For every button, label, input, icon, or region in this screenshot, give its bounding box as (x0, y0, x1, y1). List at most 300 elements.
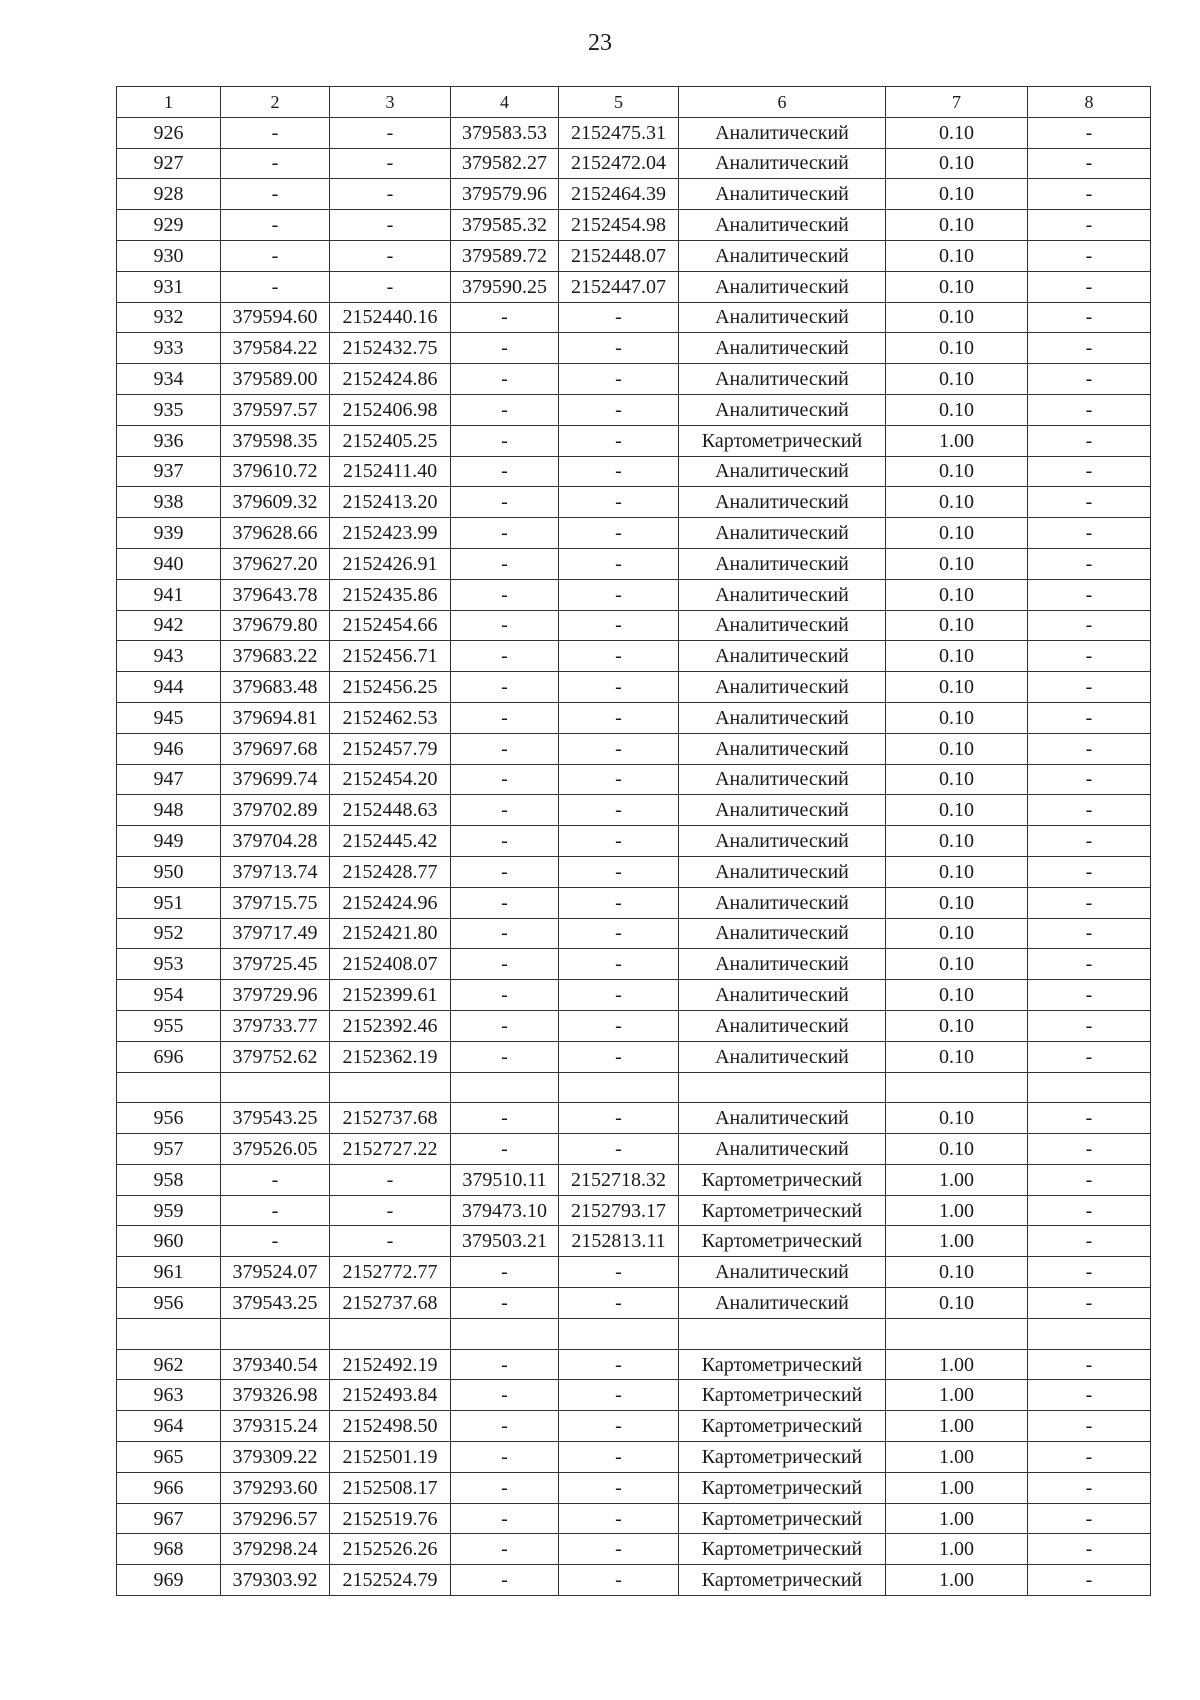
table-cell: - (559, 672, 679, 703)
table-cell: - (559, 918, 679, 949)
table-cell: 0.10 (886, 1134, 1028, 1165)
table-cell: Аналитический (679, 795, 886, 826)
table-cell: 379590.25 (451, 271, 559, 302)
table-cell: 935 (117, 394, 221, 425)
table-cell: - (330, 117, 451, 148)
table-cell: 957 (117, 1134, 221, 1165)
table-cell: - (1028, 1195, 1151, 1226)
table-cell: 379585.32 (451, 210, 559, 241)
column-header: 7 (886, 87, 1028, 118)
table-row (117, 456, 1151, 487)
table-cell: 379293.60 (221, 1472, 330, 1503)
table-cell: 1.00 (886, 1164, 1028, 1195)
table-cell: Аналитический (679, 1134, 886, 1165)
table-cell: 0.10 (886, 487, 1028, 518)
table-cell: 956 (117, 1288, 221, 1319)
table-cell: Аналитический (679, 1010, 886, 1041)
table-cell: - (451, 610, 559, 641)
table-cell: Аналитический (679, 733, 886, 764)
table-cell: - (451, 918, 559, 949)
table-cell: 2152524.79 (330, 1565, 451, 1596)
table-cell: Аналитический (679, 487, 886, 518)
table-cell (679, 1318, 886, 1349)
table-cell: - (559, 1565, 679, 1596)
table-row (117, 302, 1151, 333)
table-cell: 934 (117, 364, 221, 395)
table-cell: Аналитический (679, 641, 886, 672)
table-cell: 930 (117, 240, 221, 271)
table-cell: 953 (117, 949, 221, 980)
column-header: 1 (117, 87, 221, 118)
table-row (117, 179, 1151, 210)
table-cell: Аналитический (679, 918, 886, 949)
table-row (117, 1226, 1151, 1257)
table-row (117, 548, 1151, 579)
table-cell: 0.10 (886, 826, 1028, 857)
table-cell: 379582.27 (451, 148, 559, 179)
table-body (117, 87, 1151, 1596)
table-cell: 379598.35 (221, 425, 330, 456)
table-cell: Аналитический (679, 548, 886, 579)
table-cell: - (451, 1565, 559, 1596)
page-number: 23 (588, 30, 612, 56)
table-cell: 929 (117, 210, 221, 241)
table-row (117, 641, 1151, 672)
table-cell: - (1028, 394, 1151, 425)
table-row (117, 210, 1151, 241)
table-cell: - (559, 302, 679, 333)
table-cell (886, 1072, 1028, 1103)
table-cell (451, 1318, 559, 1349)
table-row (117, 1411, 1151, 1442)
table-cell: - (451, 702, 559, 733)
table-cell: Аналитический (679, 980, 886, 1011)
table-cell: Аналитический (679, 702, 886, 733)
table-cell: 0.10 (886, 980, 1028, 1011)
table-cell: - (1028, 1164, 1151, 1195)
table-cell: 379510.11 (451, 1164, 559, 1195)
table-cell: 963 (117, 1380, 221, 1411)
table-cell: Аналитический (679, 179, 886, 210)
table-cell: 0.10 (886, 764, 1028, 795)
table-cell: - (451, 856, 559, 887)
table-cell (1028, 1072, 1151, 1103)
table-row (117, 887, 1151, 918)
table-cell: - (559, 425, 679, 456)
table-cell: - (559, 1472, 679, 1503)
table-row (117, 1349, 1151, 1380)
table-cell: 966 (117, 1472, 221, 1503)
table-cell: - (451, 1472, 559, 1503)
table-cell: 2152424.96 (330, 887, 451, 918)
table-cell: 379628.66 (221, 518, 330, 549)
table-cell: 0.10 (886, 579, 1028, 610)
table-row (117, 672, 1151, 703)
table-cell: Аналитический (679, 1288, 886, 1319)
table-cell: Аналитический (679, 364, 886, 395)
table-cell: 0.10 (886, 856, 1028, 887)
table-cell (221, 1072, 330, 1103)
table-cell: - (1028, 1349, 1151, 1380)
table-cell: - (451, 518, 559, 549)
table-row (117, 487, 1151, 518)
table-cell: - (1028, 548, 1151, 579)
table-cell: - (1028, 240, 1151, 271)
table-cell: - (451, 394, 559, 425)
table-cell: 952 (117, 918, 221, 949)
table-cell: 2152501.19 (330, 1442, 451, 1473)
table-cell (117, 1318, 221, 1349)
column-header: 8 (1028, 87, 1151, 118)
table-cell: Картометрический (679, 1226, 886, 1257)
table-cell: 379589.00 (221, 364, 330, 395)
table-cell: - (330, 148, 451, 179)
table-row (117, 1257, 1151, 1288)
table-cell: 2152448.63 (330, 795, 451, 826)
table-cell: 2152413.20 (330, 487, 451, 518)
table-row (117, 394, 1151, 425)
table-cell: 0.10 (886, 117, 1028, 148)
table-cell: Аналитический (679, 117, 886, 148)
table-cell: - (559, 949, 679, 980)
table-cell: 2152445.42 (330, 826, 451, 857)
table-cell: 949 (117, 826, 221, 857)
table-cell: - (221, 1164, 330, 1195)
table-cell: 2152456.71 (330, 641, 451, 672)
table-cell: - (451, 1134, 559, 1165)
table-cell (1028, 1318, 1151, 1349)
table-cell: Аналитический (679, 302, 886, 333)
table-cell: 379543.25 (221, 1103, 330, 1134)
table-cell: 379298.24 (221, 1534, 330, 1565)
table-cell: 1.00 (886, 1503, 1028, 1534)
table-cell: Аналитический (679, 240, 886, 271)
table-cell: 926 (117, 117, 221, 148)
table-cell: - (330, 1164, 451, 1195)
table-cell (451, 1072, 559, 1103)
table-cell: - (1028, 148, 1151, 179)
table-cell: 1.00 (886, 1565, 1028, 1596)
table-cell: Картометрический (679, 1565, 886, 1596)
table-cell: 2152456.25 (330, 672, 451, 703)
table-cell: 927 (117, 148, 221, 179)
table-cell: - (1028, 949, 1151, 980)
table-cell: 379725.45 (221, 949, 330, 980)
table-cell: 958 (117, 1164, 221, 1195)
table-row (117, 117, 1151, 148)
table-cell: 2152526.26 (330, 1534, 451, 1565)
table-cell: 0.10 (886, 887, 1028, 918)
table-cell: Аналитический (679, 949, 886, 980)
table-cell: - (451, 364, 559, 395)
table-cell: 0.10 (886, 918, 1028, 949)
table-cell: 379609.32 (221, 487, 330, 518)
table-cell: - (1028, 1380, 1151, 1411)
table-row (117, 949, 1151, 980)
table-cell: 2152519.76 (330, 1503, 451, 1534)
table-cell (330, 1072, 451, 1103)
table-cell: 2152462.53 (330, 702, 451, 733)
table-cell: - (451, 1103, 559, 1134)
table-cell: 696 (117, 1041, 221, 1072)
table-cell: 379526.05 (221, 1134, 330, 1165)
table-cell: - (451, 826, 559, 857)
table-cell: - (1028, 302, 1151, 333)
table-cell: - (330, 210, 451, 241)
table-cell (679, 1072, 886, 1103)
table-cell: 379315.24 (221, 1411, 330, 1442)
table-cell: 379326.98 (221, 1380, 330, 1411)
table-cell: 0.10 (886, 672, 1028, 703)
table-cell: 955 (117, 1010, 221, 1041)
table-cell: 2152423.99 (330, 518, 451, 549)
table-cell: 379643.78 (221, 579, 330, 610)
table-cell: 2152435.86 (330, 579, 451, 610)
table-cell: 950 (117, 856, 221, 887)
table-cell: Аналитический (679, 1257, 886, 1288)
table-cell: - (1028, 1041, 1151, 1072)
table-cell: 936 (117, 425, 221, 456)
table-cell: 0.10 (886, 548, 1028, 579)
table-cell (886, 1318, 1028, 1349)
table-cell: 954 (117, 980, 221, 1011)
table-cell: Аналитический (679, 856, 886, 887)
table-cell: - (451, 333, 559, 364)
table-cell: - (451, 1288, 559, 1319)
table-cell: - (451, 980, 559, 1011)
table-cell: 2152727.22 (330, 1134, 451, 1165)
table-cell: - (451, 1380, 559, 1411)
table-cell: 379579.96 (451, 179, 559, 210)
table-cell: - (559, 1380, 679, 1411)
table-cell: Аналитический (679, 579, 886, 610)
table-cell: - (1028, 918, 1151, 949)
table-row (117, 795, 1151, 826)
table-cell: 379697.68 (221, 733, 330, 764)
table-cell: 964 (117, 1411, 221, 1442)
table-cell: - (1028, 271, 1151, 302)
table-cell: 960 (117, 1226, 221, 1257)
table-cell: 379699.74 (221, 764, 330, 795)
table-row (117, 1041, 1151, 1072)
table-cell: 0.10 (886, 1288, 1028, 1319)
table-row (117, 148, 1151, 179)
table-cell: - (559, 1288, 679, 1319)
table-cell: 2152411.40 (330, 456, 451, 487)
table-cell: 2152793.17 (559, 1195, 679, 1226)
table-row (117, 1534, 1151, 1565)
table-cell: Аналитический (679, 1041, 886, 1072)
table-cell: 944 (117, 672, 221, 703)
table-cell: 2152405.25 (330, 425, 451, 456)
table-cell: 967 (117, 1503, 221, 1534)
table-cell: - (559, 1257, 679, 1288)
table-cell: 2152406.98 (330, 394, 451, 425)
table-cell: 379683.22 (221, 641, 330, 672)
table-cell: Аналитический (679, 826, 886, 857)
table-cell: 379543.25 (221, 1288, 330, 1319)
table-cell: Аналитический (679, 1103, 886, 1134)
table-cell: 1.00 (886, 1380, 1028, 1411)
table-cell: 2152399.61 (330, 980, 451, 1011)
table-cell: - (1028, 610, 1151, 641)
table-cell: Картометрический (679, 1472, 886, 1503)
table-cell: 2152426.91 (330, 548, 451, 579)
table-cell: - (559, 456, 679, 487)
table-cell: 2152472.04 (559, 148, 679, 179)
table-cell: - (559, 641, 679, 672)
table-cell: Аналитический (679, 394, 886, 425)
table-cell: - (451, 795, 559, 826)
table-cell: 1.00 (886, 1472, 1028, 1503)
table-cell: Картометрический (679, 1534, 886, 1565)
table-cell: - (559, 764, 679, 795)
table-cell: 0.10 (886, 456, 1028, 487)
table-cell: 0.10 (886, 394, 1028, 425)
table-cell: - (1028, 456, 1151, 487)
table-row (117, 610, 1151, 641)
table-cell: 942 (117, 610, 221, 641)
table-cell: - (559, 887, 679, 918)
table-cell: 0.10 (886, 641, 1028, 672)
table-row (117, 764, 1151, 795)
table-cell: 965 (117, 1442, 221, 1473)
table-cell: - (221, 240, 330, 271)
table-cell: - (559, 1103, 679, 1134)
table-cell: - (1028, 1288, 1151, 1319)
table-cell: Аналитический (679, 672, 886, 703)
table-cell: - (559, 333, 679, 364)
table-cell: - (1028, 117, 1151, 148)
table-cell: - (1028, 518, 1151, 549)
table-cell: - (451, 641, 559, 672)
table-cell: 932 (117, 302, 221, 333)
table-cell: - (1028, 579, 1151, 610)
table-header-row (117, 87, 1151, 118)
table-cell: - (451, 672, 559, 703)
table-cell: - (1028, 364, 1151, 395)
table-cell: 1.00 (886, 1442, 1028, 1473)
table-cell: 946 (117, 733, 221, 764)
table-cell: 948 (117, 795, 221, 826)
table-cell (330, 1318, 451, 1349)
table-cell: - (1028, 1257, 1151, 1288)
table-row (117, 518, 1151, 549)
table-cell: 379713.74 (221, 856, 330, 887)
table-cell: - (221, 210, 330, 241)
table-cell: 379589.72 (451, 240, 559, 271)
table-cell: 933 (117, 333, 221, 364)
table-cell: - (559, 518, 679, 549)
column-header: 2 (221, 87, 330, 118)
table-cell: 1.00 (886, 1349, 1028, 1380)
table-cell: 0.10 (886, 1010, 1028, 1041)
table-row (117, 333, 1151, 364)
table-cell: 2152737.68 (330, 1288, 451, 1319)
table-cell: - (221, 179, 330, 210)
table-row (117, 1565, 1151, 1596)
table-cell: - (559, 579, 679, 610)
table-cell: - (330, 1226, 451, 1257)
table-cell: - (1028, 1565, 1151, 1596)
table-cell: - (1028, 887, 1151, 918)
table-cell: - (1028, 425, 1151, 456)
table-cell: 379717.49 (221, 918, 330, 949)
table-cell: - (451, 456, 559, 487)
table-cell: 2152448.07 (559, 240, 679, 271)
table-cell: - (1028, 487, 1151, 518)
table-cell: 2152454.66 (330, 610, 451, 641)
table-cell: 2152493.84 (330, 1380, 451, 1411)
table-cell: 2152454.20 (330, 764, 451, 795)
table-row (117, 1134, 1151, 1165)
table-cell: 2152392.46 (330, 1010, 451, 1041)
table-cell: - (559, 548, 679, 579)
table-cell: - (1028, 1134, 1151, 1165)
table-cell: 379583.53 (451, 117, 559, 148)
table-row (117, 1318, 1151, 1349)
table-cell: 0.10 (886, 148, 1028, 179)
table-cell: 2152772.77 (330, 1257, 451, 1288)
table-cell: Аналитический (679, 210, 886, 241)
table-cell: - (221, 1226, 330, 1257)
table-cell: 939 (117, 518, 221, 549)
table-cell: - (221, 117, 330, 148)
table-cell: - (451, 579, 559, 610)
table-cell: - (1028, 179, 1151, 210)
table-cell: 2152440.16 (330, 302, 451, 333)
table-cell: 956 (117, 1103, 221, 1134)
table-row (117, 826, 1151, 857)
table-cell: 938 (117, 487, 221, 518)
table-cell: 969 (117, 1565, 221, 1596)
table-cell: - (451, 1349, 559, 1380)
column-header: 3 (330, 87, 451, 118)
table-cell: 379729.96 (221, 980, 330, 1011)
table-cell: 379340.54 (221, 1349, 330, 1380)
table-cell: - (451, 887, 559, 918)
table-cell: - (1028, 1411, 1151, 1442)
table-row (117, 856, 1151, 887)
table-cell: - (451, 1010, 559, 1041)
table-row (117, 1195, 1151, 1226)
table-cell: 961 (117, 1257, 221, 1288)
coordinates-table (116, 86, 1151, 1596)
table-cell: - (221, 148, 330, 179)
table-cell: - (559, 856, 679, 887)
table-cell: - (559, 1411, 679, 1442)
table-cell: 379627.20 (221, 548, 330, 579)
table-cell: 0.10 (886, 210, 1028, 241)
table-row (117, 1164, 1151, 1195)
table-cell: Аналитический (679, 518, 886, 549)
table-cell: - (451, 548, 559, 579)
table-cell: - (451, 1257, 559, 1288)
table-row (117, 918, 1151, 949)
table-cell: 379610.72 (221, 456, 330, 487)
table-cell: 379683.48 (221, 672, 330, 703)
table-cell: - (1028, 672, 1151, 703)
table-cell: 947 (117, 764, 221, 795)
table-cell: 959 (117, 1195, 221, 1226)
table-cell: - (1028, 795, 1151, 826)
table-cell: - (1028, 733, 1151, 764)
column-header: 4 (451, 87, 559, 118)
table-cell: 0.10 (886, 302, 1028, 333)
table-row (117, 702, 1151, 733)
table-cell: - (330, 1195, 451, 1226)
table-cell: - (330, 271, 451, 302)
